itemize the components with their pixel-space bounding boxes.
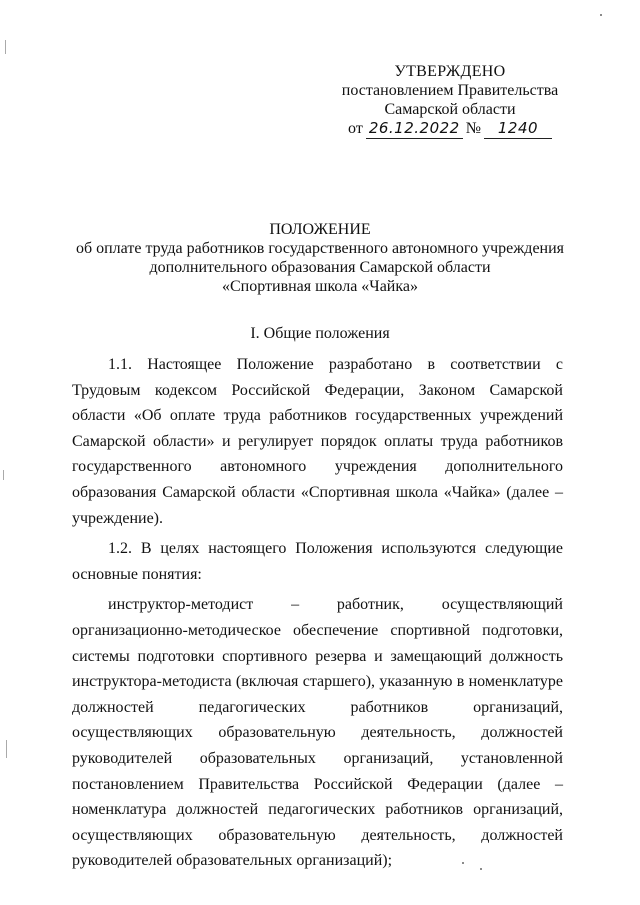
document-subtitle-line: дополнительного образования Самарской области	[149, 259, 491, 276]
scan-speck	[600, 14, 602, 16]
document-subtitle-line: об оплате труда работников государственного автономного учреждения	[75, 240, 565, 257]
document-heading	[50, 220, 590, 296]
handwritten-date: 26.12.2022	[366, 119, 463, 139]
date-prefix: от	[348, 120, 363, 137]
section-heading: I. Общие положения	[250, 325, 390, 342]
document-subtitle-line: «Спортивная школа «Чайка»	[221, 278, 418, 295]
handwritten-number: 1240	[484, 119, 552, 139]
approval-date-line	[330, 119, 570, 139]
document-body	[72, 352, 563, 874]
approval-stamp	[330, 62, 570, 139]
paragraph: 1.1. Настоящее Положение разработано в соответствии с Трудовым кодексом Российской Федерации, Законом Самарской области «Об оплате труда работников государственных учреждений Самарской области» и регулирует порядок оплаты труда работников государственного автономного учреждения дополнительного образования Самарской области «Спортивная школа «Чайка» (далее – учреждение).	[72, 356, 563, 527]
approval-title: УТВЕРЖДЕНО	[394, 63, 506, 80]
scan-edge-mark	[5, 40, 6, 54]
number-sign: №	[465, 120, 481, 137]
paragraph: 1.2. В целях настоящего Положения используются следующие основные понятия:	[72, 540, 563, 583]
approval-line: Самарской области	[384, 101, 516, 118]
document-title: ПОЛОЖЕНИЕ	[269, 221, 371, 238]
scan-edge-mark	[6, 740, 7, 758]
scan-edge-mark	[3, 470, 4, 480]
approval-line: постановлением Правительства	[341, 82, 559, 99]
paragraph: инструктор-методист – работник, осуществляющий организационно-методическое обеспечение спортивной подготовки, системы подготовки спортивного резерва и замещающий должность инструктора-методиста (включая старшего), указанную в номенклатуре должностей педагогических работников организаций, осуществляющих образовательную деятельность, должностей руководителей образовательных организаций, установленной постановлением Правительства Российской Федерации (далее – номенклатура должностей педагогических работников организаций, осуществляющих образовательную деятельность, должностей руководителей образовательных организаций);	[72, 596, 563, 870]
